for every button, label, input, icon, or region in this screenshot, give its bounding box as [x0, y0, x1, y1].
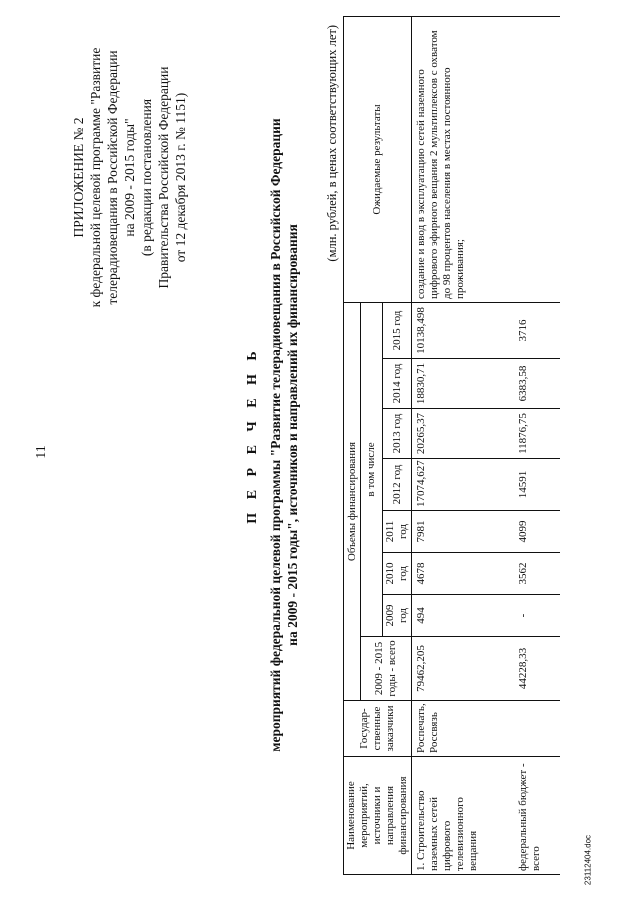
appendix-line: к федеральной целевой программе "Развитие — [88, 47, 103, 308]
header-total: 2009 - 2015 годы - всего — [361, 637, 412, 701]
header-year: 2014 год — [383, 359, 412, 409]
row-total: 44228,33 — [514, 637, 560, 701]
row-customers: Роспечать, Россвязь — [412, 701, 515, 757]
header-year: 2012 год — [383, 459, 412, 511]
title-line: на 2009 - 2015 годы", источников и направлений их финансирования — [285, 224, 300, 646]
title-line: мероприятий федеральной целевой программы "Развитие телерадиовещания в Российской Федерации — [268, 118, 283, 752]
title-heading: П Е Р Е Ч Е Н Ь — [245, 346, 260, 524]
units-note: (млн. рублей, в ценах соответствующих лет) — [325, 25, 339, 262]
row-year-value: 14591 — [514, 459, 560, 511]
row-year-value: - — [514, 595, 560, 637]
appendix-header — [70, 25, 189, 330]
appendix-line: телерадиовещания в Российской Федерации — [105, 50, 120, 305]
row-year-value: 494 — [412, 595, 515, 637]
page-number: 11 — [34, 445, 49, 459]
row-year-value: 3562 — [514, 553, 560, 595]
header-funding-group: Объемы финансирования — [344, 302, 361, 700]
header-year: 2010 год — [383, 553, 412, 595]
appendix-line: ПРИЛОЖЕНИЕ № 2 — [71, 117, 86, 238]
header-year: 2015 год — [383, 302, 412, 358]
row-name: 1. Строительство наземных сетей цифрового телевизионного вещания — [412, 757, 515, 875]
row-results: создание и ввод в эксплуатацию сетей наземного цифрового эфирного вещания 2 мультиплексов с охватом до 98 процентов населения в местах постоянного проживания; — [412, 16, 515, 302]
row-total: 79462,205 — [412, 637, 515, 701]
document-title — [245, 65, 301, 805]
document-file-code: 23112404.doc — [583, 834, 593, 886]
row-year-value: 17074,627 — [412, 459, 515, 511]
row-name: федеральный бюджет - всего — [514, 757, 560, 875]
row-year-value: 4678 — [412, 553, 515, 595]
row-year-value: 11876,75 — [514, 409, 560, 459]
header-year: 2009 год — [383, 595, 412, 637]
row-year-value: 4099 — [514, 511, 560, 553]
row-results — [514, 16, 560, 302]
row-customers — [514, 701, 560, 757]
appendix-line: Правительства Российской Федерации — [156, 66, 171, 289]
rotated-page-content — [60, 15, 600, 885]
row-year-value: 10138,498 — [412, 302, 515, 358]
row-year-value: 18830,71 — [412, 359, 515, 409]
header-name: Наименование мероприятий, источники и направления финансирования — [344, 757, 412, 875]
header-results: Ожидаемые результаты — [344, 16, 412, 302]
row-year-value: 20265,37 — [412, 409, 515, 459]
row-year-value: 3716 — [514, 302, 560, 358]
header-customers: Государ- ственные заказчики — [344, 701, 412, 757]
table-row — [514, 16, 560, 874]
funding-table — [343, 16, 560, 875]
header-year: 2013 год — [383, 409, 412, 459]
row-year-value: 6383,58 — [514, 359, 560, 409]
appendix-line: (в редакции постановления — [139, 98, 154, 257]
header-year: 2011 год — [383, 511, 412, 553]
header-including: в том числе — [361, 302, 383, 636]
row-year-value: 7981 — [412, 511, 515, 553]
appendix-line: от 12 декабря 2013 г. № 1151) — [173, 92, 188, 263]
table-row — [412, 16, 515, 874]
appendix-line: на 2009 - 2015 годы" — [122, 118, 137, 237]
